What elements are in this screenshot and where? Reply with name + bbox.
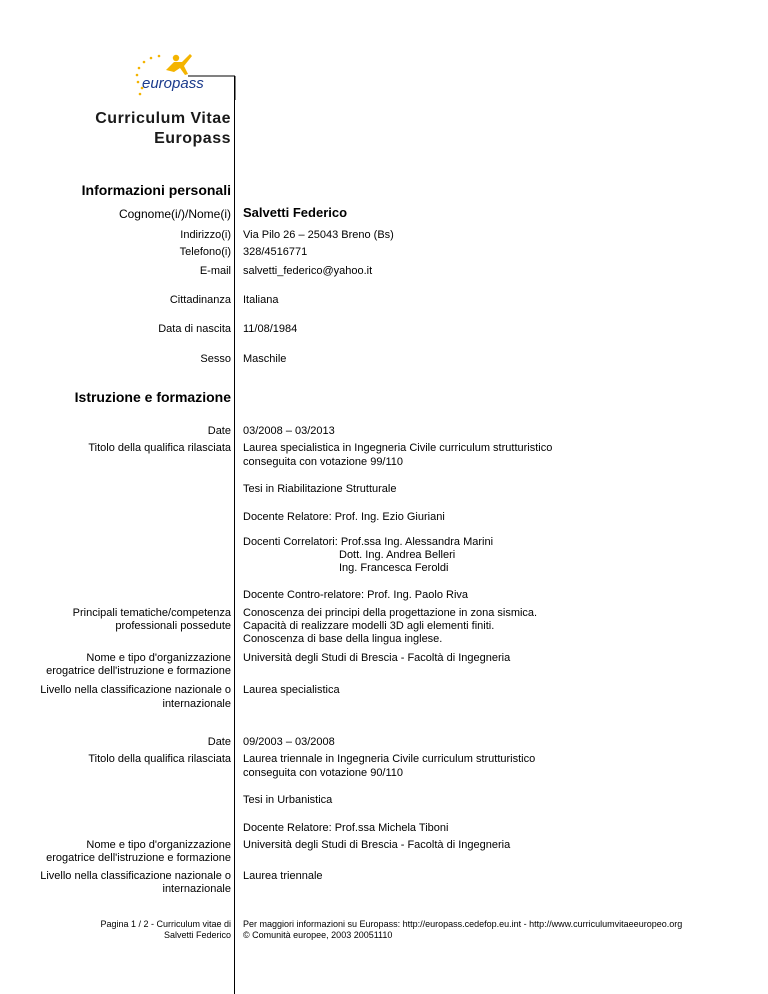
citizenship-value: Italiana bbox=[243, 294, 279, 306]
edu2-level-value: Laurea triennale bbox=[243, 870, 323, 882]
section-title-education: Istruzione e formazione bbox=[74, 389, 231, 405]
europass-wordmark: europass bbox=[142, 75, 204, 92]
cv-title bbox=[95, 109, 231, 149]
edu1-thesis: Tesi in Riabilitazione Strutturale bbox=[243, 483, 397, 495]
main-vertical-rule bbox=[234, 76, 235, 994]
edu1-co-advisors-2: Dott. Ing. Andrea Belleri bbox=[339, 549, 456, 561]
edu2-level-label-2: internazionale bbox=[162, 883, 231, 895]
footer-info-line1[interactable]: Per maggiori informazioni su Europass: http://europass.cedefop.eu.int - http://www.curriculumvitaeeuropeo.org bbox=[243, 919, 683, 929]
name-label: Cognome(i/)/Nome(i) bbox=[118, 207, 231, 221]
edu1-skills-label-1: Principali tematiche/competenza bbox=[72, 607, 231, 619]
europass-logo bbox=[128, 50, 240, 100]
edu1-skills-line3: Conoscenza di base della lingua inglese. bbox=[243, 633, 443, 645]
edu1-co-advisors-3: Ing. Francesca Feroldi bbox=[339, 562, 449, 574]
edu2-date-label: Date bbox=[207, 736, 231, 748]
birth-label: Data di nascita bbox=[158, 323, 231, 335]
edu2-title-line2: conseguita con votazione 90/110 bbox=[243, 767, 404, 779]
citizenship-label: Cittadinanza bbox=[169, 294, 231, 306]
edu1-org-label-2: erogatrice dell'istruzione e formazione bbox=[46, 665, 231, 677]
runner-figure bbox=[166, 54, 192, 75]
edu1-counter-advisor: Docente Contro-relatore: Prof. Ing. Paolo Riva bbox=[243, 589, 469, 601]
email-value[interactable]: salvetti_federico@yahoo.it bbox=[243, 265, 373, 277]
edu1-skills-label-2: professionali possedute bbox=[115, 620, 231, 632]
edu1-advisor: Docente Relatore: Prof. Ing. Ezio Giuriani bbox=[243, 511, 445, 523]
edu1-date-value: 03/2008 – 03/2013 bbox=[243, 425, 335, 437]
sex-label: Sesso bbox=[200, 353, 231, 365]
footer-info bbox=[243, 919, 682, 941]
europass-logo-graphic bbox=[128, 50, 240, 100]
footer-page-line1: Pagina 1 / 2 - Curriculum vitae di bbox=[100, 919, 231, 929]
edu1-skills-line1: Conoscenza dei principi della progettazione in zona sismica. bbox=[243, 607, 538, 619]
address-value: Via Pilo 26 – 25043 Breno (Bs) bbox=[243, 229, 394, 241]
footer-info-line2: © Comunità europee, 2003 20051110 bbox=[243, 930, 393, 940]
cv-title-line1: Curriculum Vitae bbox=[95, 110, 231, 127]
edu1-org-value: Università degli Studi di Brescia - Facoltà di Ingegneria bbox=[243, 652, 511, 664]
edu2-title-line1: Laurea triennale in Ingegneria Civile curriculum strutturistico bbox=[243, 753, 536, 765]
edu2-org-value: Università degli Studi di Brescia - Facoltà di Ingegneria bbox=[243, 839, 511, 851]
edu2-date-value: 09/2003 – 03/2008 bbox=[243, 736, 335, 748]
cv-title-line2: Europass bbox=[154, 130, 231, 147]
edu2-advisor: Docente Relatore: Prof.ssa Michela Tiboni bbox=[243, 822, 449, 834]
edu1-level-value: Laurea specialistica bbox=[243, 684, 340, 696]
edu1-org-label-1: Nome e tipo d'organizzazione bbox=[86, 652, 231, 664]
phone-label: Telefono(i) bbox=[179, 246, 231, 258]
edu1-level-label-2: internazionale bbox=[162, 698, 231, 710]
edu2-thesis: Tesi in Urbanistica bbox=[243, 794, 333, 806]
edu1-title-label: Titolo della qualifica rilasciata bbox=[88, 442, 231, 454]
sex-value: Maschile bbox=[243, 353, 287, 365]
edu2-org-label-2: erogatrice dell'istruzione e formazione bbox=[46, 852, 231, 864]
edu1-co-advisors-1: Docenti Correlatori: Prof.ssa Ing. Alessandra Marini bbox=[243, 536, 494, 548]
phone-value: 328/4516771 bbox=[243, 246, 308, 258]
edu2-title-label: Titolo della qualifica rilasciata bbox=[88, 753, 231, 765]
address-label: Indirizzo(i) bbox=[180, 229, 231, 241]
edu1-level-label-1: Livello nella classificazione nazionale o bbox=[40, 684, 231, 696]
edu1-title-line2: conseguita con votazione 99/110 bbox=[243, 456, 404, 468]
edu1-skills-line2: Capacità di realizzare modelli 3D agli elementi finiti. bbox=[243, 620, 495, 632]
email-label: E-mail bbox=[199, 265, 231, 277]
section-title-personal: Informazioni personali bbox=[81, 182, 231, 198]
name-value: Salvetti Federico bbox=[243, 205, 348, 220]
edu1-date-label: Date bbox=[207, 425, 231, 437]
footer-page-line2: Salvetti Federico bbox=[163, 930, 231, 940]
edu2-level-label-1: Livello nella classificazione nazionale o bbox=[40, 870, 231, 882]
edu1-title-line1: Laurea specialistica in Ingegneria Civile curriculum strutturistico bbox=[243, 442, 553, 454]
footer-page-info bbox=[100, 919, 231, 941]
birth-value: 11/08/1984 bbox=[243, 323, 298, 335]
edu2-org-label-1: Nome e tipo d'organizzazione bbox=[86, 839, 231, 851]
